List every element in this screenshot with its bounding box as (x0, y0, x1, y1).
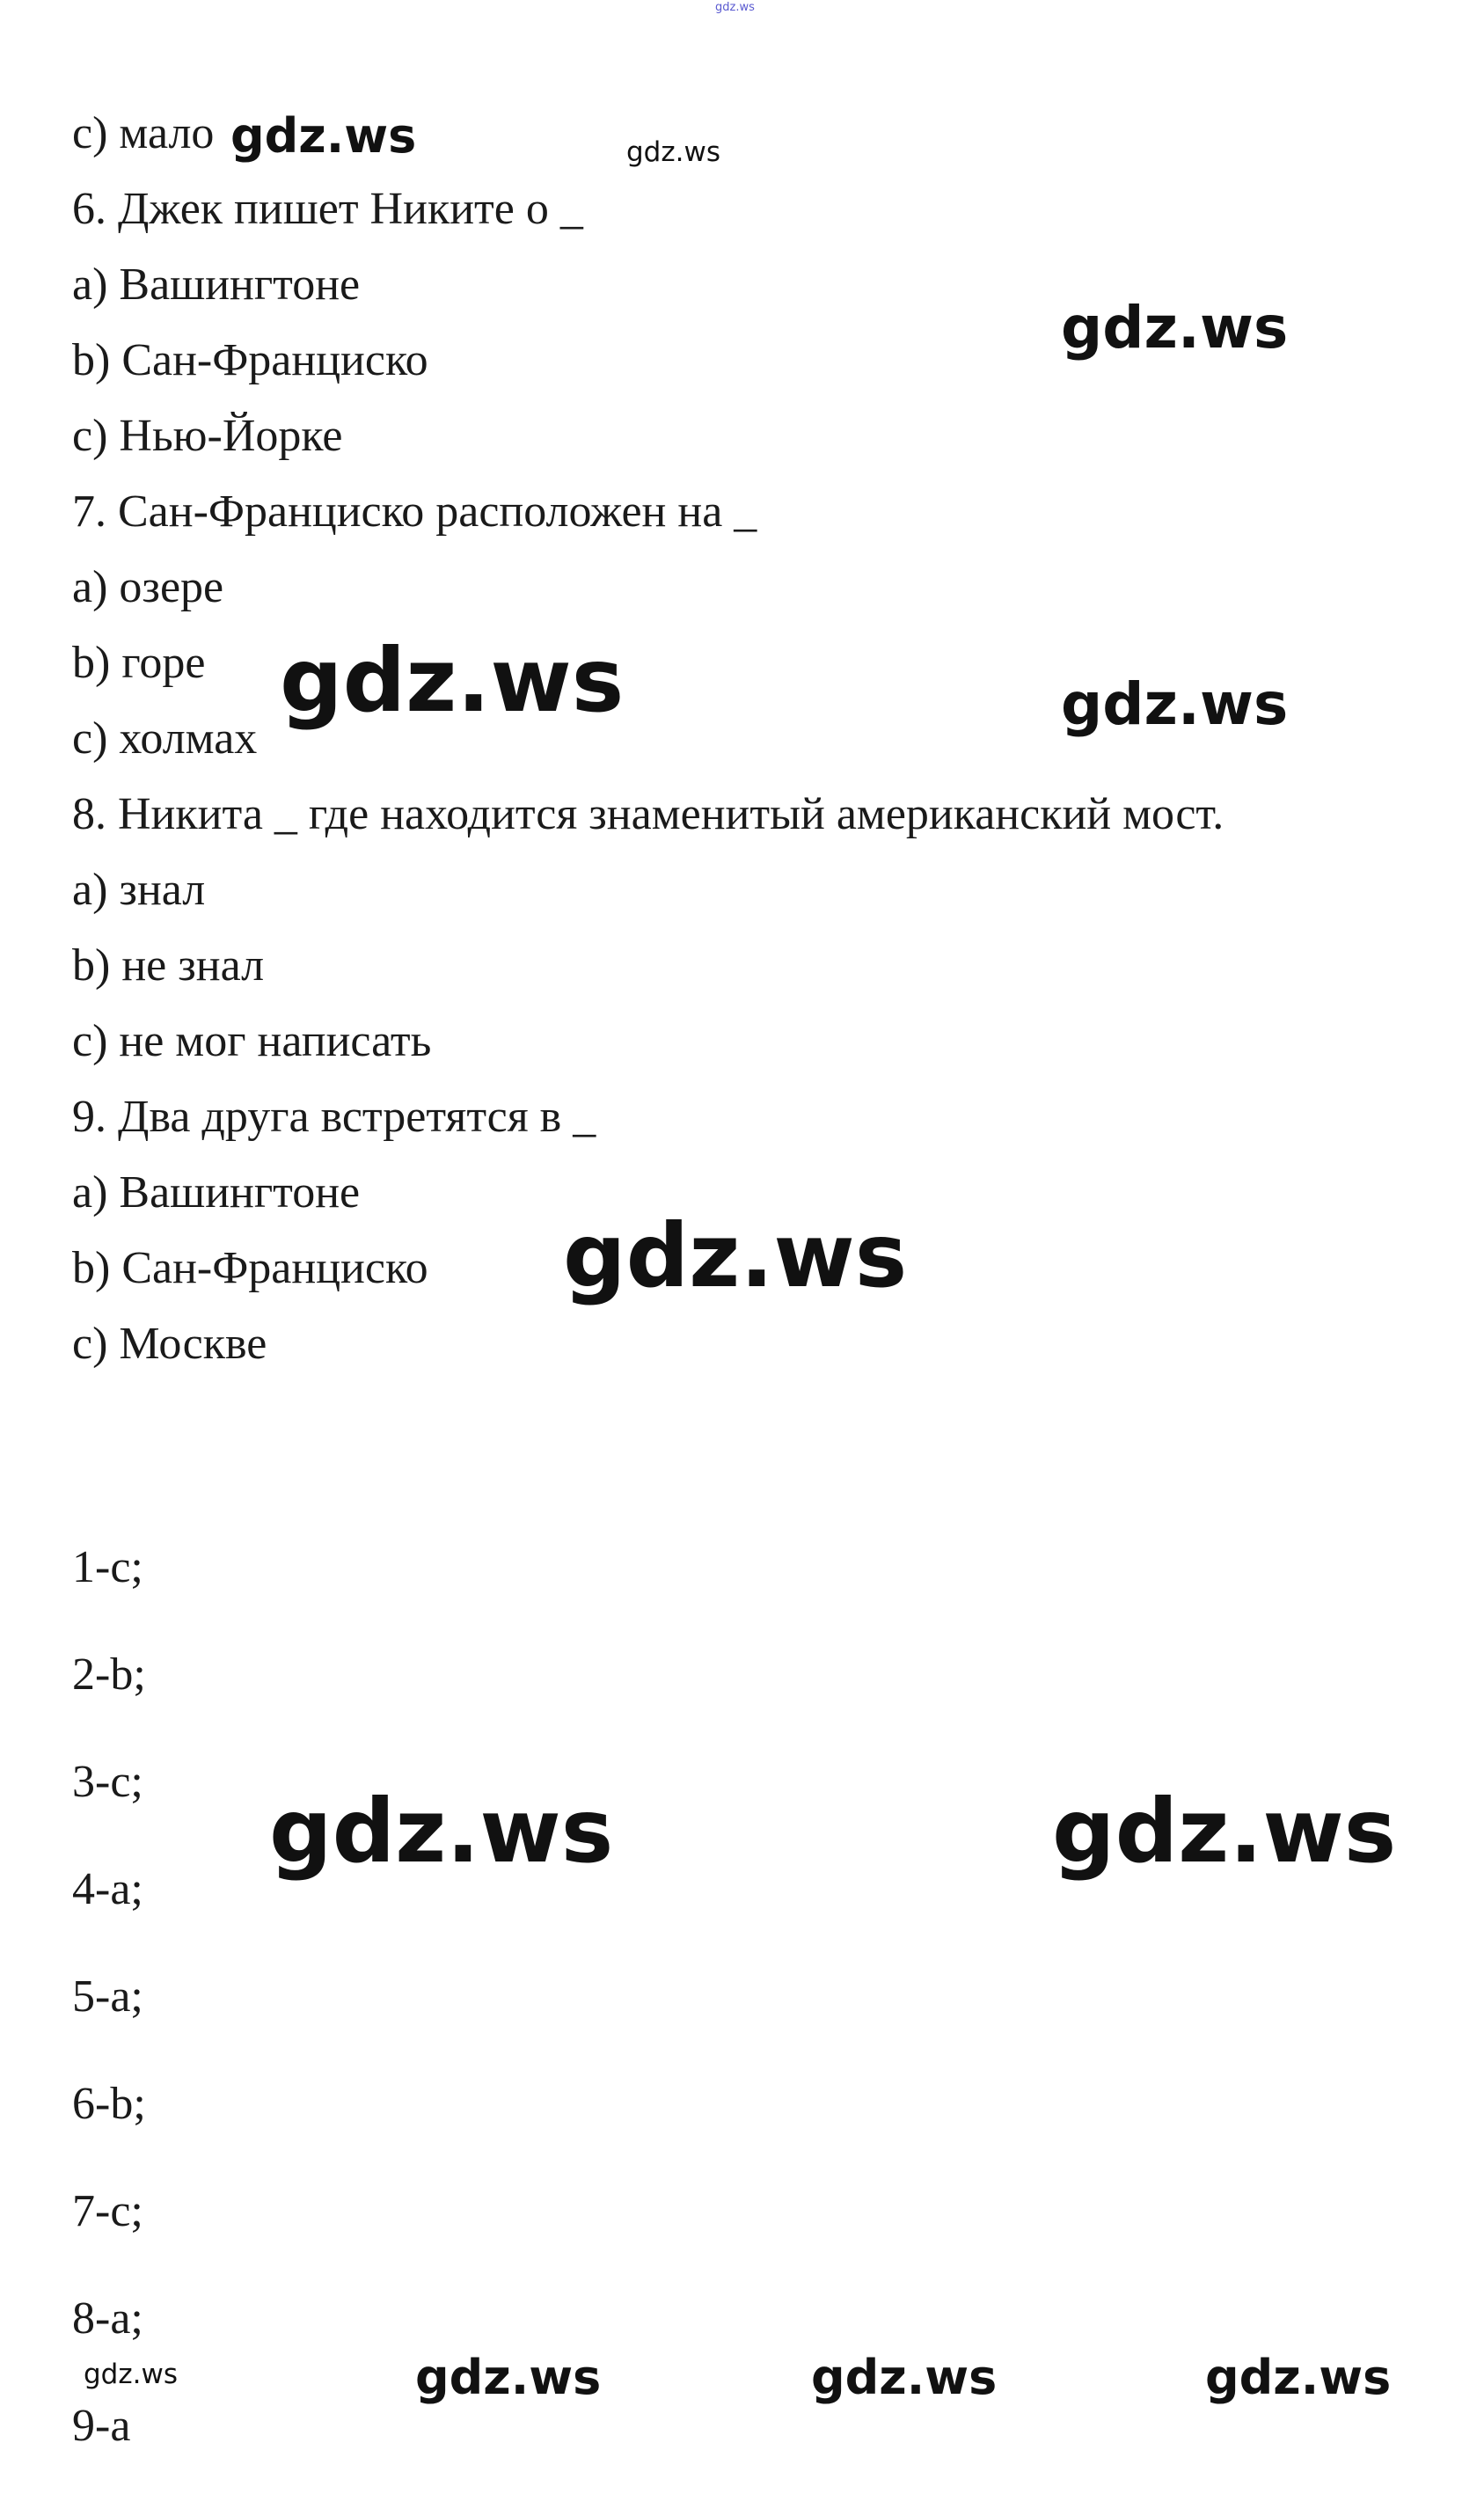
answer-line: 4-a; (72, 1864, 143, 1914)
watermark: gdz.ws (1052, 1780, 1397, 1883)
question-line: 9. Два друга встретятся в _ (72, 1092, 596, 1142)
watermark: gdz.ws (563, 1204, 908, 1307)
watermark: gdz.ws (84, 2359, 178, 2390)
option-line: a) Вашингтоне (72, 1167, 361, 1218)
watermark: gdz.ws (1061, 294, 1289, 362)
answer-line: 9-a (72, 2401, 131, 2451)
watermark: gdz.ws (415, 2350, 602, 2405)
option-line: a) озере (72, 562, 224, 612)
answer-line: 1-c; (72, 1542, 143, 1592)
option-line: b) Сан-Франциско (72, 1243, 428, 1293)
answer-line: 5-a; (72, 1971, 143, 2022)
answer-line: 6-b; (72, 2079, 146, 2129)
option-line: с) мало (72, 108, 215, 158)
option-line: b) Сан-Франциско (72, 335, 428, 385)
option-line: a) Вашингтоне (72, 260, 361, 310)
watermark: gdz.ws (626, 136, 720, 168)
answer-line: 7-c; (72, 2186, 143, 2236)
watermark: gdz.ws (1205, 2350, 1392, 2405)
question-line: 7. Сан-Франциско расположен на _ (72, 486, 757, 537)
watermark: gdz.ws (280, 629, 625, 732)
question-line: 8. Никита _ где находится знаменитый американский мост. (72, 789, 1224, 839)
watermark: gdz.ws (1061, 670, 1289, 738)
answer-line: 8-a; (72, 2293, 143, 2344)
watermark: gdz.ws (811, 2350, 998, 2405)
option-line: b) не знал (72, 940, 265, 991)
option-line: с) холмах (72, 713, 258, 764)
option-line: a) знал (72, 865, 206, 915)
watermark: gdz.ws (269, 1780, 614, 1883)
answer-line: 3-c; (72, 1757, 143, 1807)
question-line: 6. Джек пишет Никите о _ (72, 184, 583, 234)
option-line: с) Нью-Йорке (72, 411, 343, 461)
option-line: b) горе (72, 638, 206, 688)
watermark: gdz.ws (230, 108, 417, 164)
watermark: gdz.ws (715, 1, 755, 14)
option-line: с) не мог написать (72, 1016, 432, 1066)
option-line: с) Москве (72, 1319, 267, 1369)
answer-line: 2-b; (72, 1649, 146, 1700)
